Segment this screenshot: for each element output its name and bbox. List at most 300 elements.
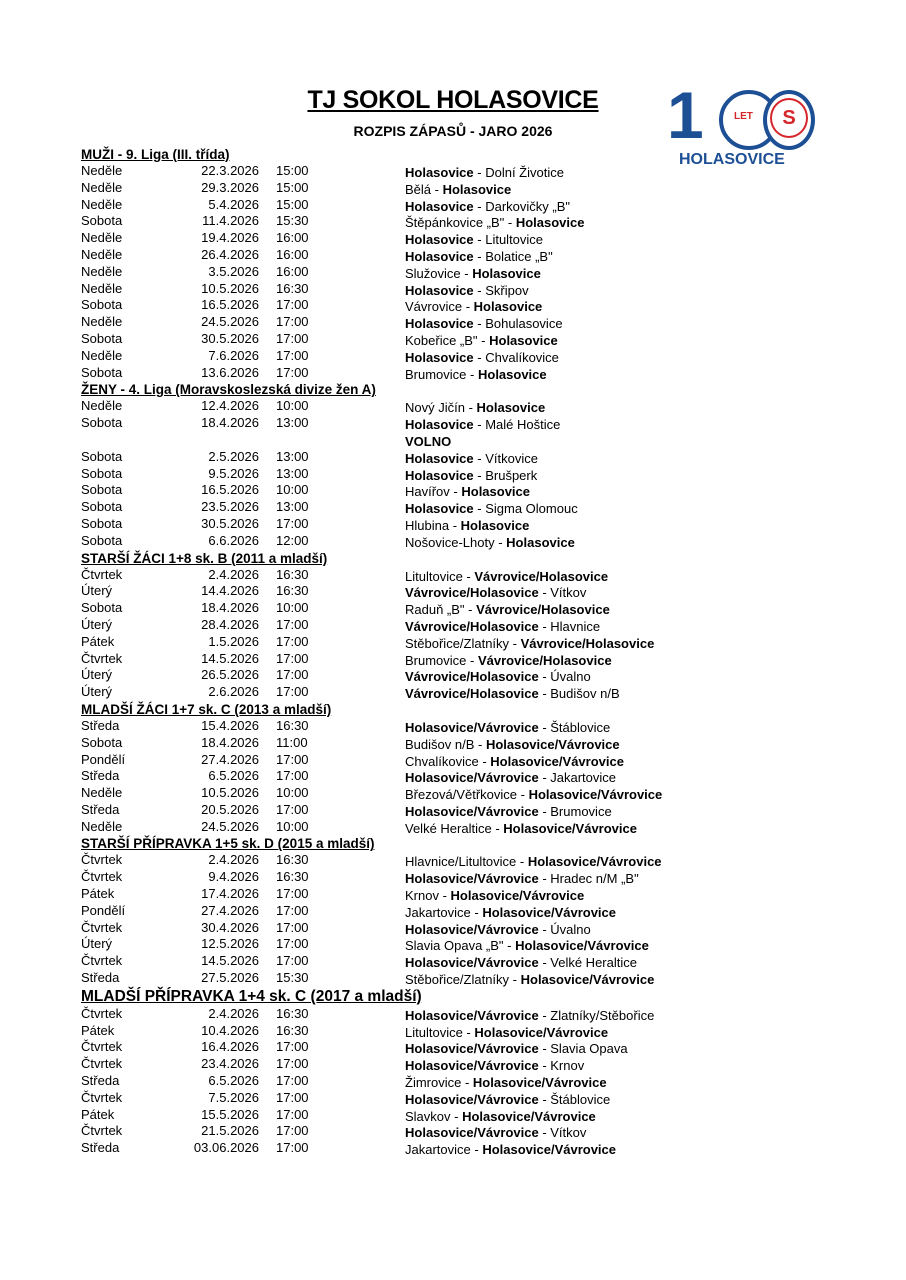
team-separator: - xyxy=(538,1041,551,1057)
match-row xyxy=(81,1039,701,1056)
team-separator: - xyxy=(509,972,521,988)
team-separator: - xyxy=(538,1091,551,1107)
match-row xyxy=(81,1023,701,1040)
match-row xyxy=(81,1056,701,1073)
match-time: 16:30 xyxy=(276,280,309,296)
match-date: 30.5.2026 xyxy=(201,515,259,531)
match-time: 17:00 xyxy=(276,936,309,952)
home-team: Vávrovice/Holasovice xyxy=(405,686,539,702)
home-team: Litultovice xyxy=(405,568,463,584)
match-time: 15:30 xyxy=(276,213,309,229)
match-date: 30.5.2026 xyxy=(201,330,259,346)
away-team: Holasovice/Vávrovice xyxy=(528,787,663,803)
match-date: 18.4.2026 xyxy=(201,415,259,431)
match-day: Neděle xyxy=(81,179,123,195)
match-day: Středa xyxy=(81,1140,120,1156)
team-separator: - xyxy=(460,265,473,281)
away-team: Holasovice/Vávrovice xyxy=(503,820,637,836)
match-time: 13:00 xyxy=(276,465,309,481)
match-date: 14.4.2026 xyxy=(201,583,259,599)
match-row xyxy=(81,331,701,348)
match-time: 17:00 xyxy=(276,1123,309,1139)
match-row xyxy=(81,886,701,903)
home-team: Kobeřice „B" xyxy=(405,332,478,348)
match-row xyxy=(81,1006,701,1023)
home-team: Holasovice xyxy=(405,467,474,483)
match-date: 17.4.2026 xyxy=(201,886,259,902)
match-row xyxy=(81,970,701,987)
team-separator: - xyxy=(450,1108,463,1124)
match-teams xyxy=(405,535,575,552)
team-separator: - xyxy=(509,635,521,651)
home-team: Vávrovice xyxy=(405,299,463,315)
match-day: Čtvrtek xyxy=(81,566,123,582)
away-team: Holasovice xyxy=(506,534,575,550)
away-team: Holasovice/Vávrovice xyxy=(482,904,617,920)
team-separator: - xyxy=(538,871,551,887)
match-time: 16:00 xyxy=(276,230,309,246)
match-date: 22.3.2026 xyxy=(201,163,259,178)
match-date: 24.5.2026 xyxy=(201,314,259,330)
match-row xyxy=(81,466,701,483)
match-date: 26.4.2026 xyxy=(201,246,259,262)
match-row xyxy=(81,903,701,920)
match-time: 11:00 xyxy=(276,734,308,750)
match-row xyxy=(81,567,701,584)
match-date: 18.4.2026 xyxy=(201,600,259,616)
logo-let-text: LET xyxy=(734,111,753,122)
team-separator: - xyxy=(464,602,477,618)
team-separator: - xyxy=(461,1075,473,1091)
home-team: Holasovice xyxy=(405,316,474,332)
team-separator: - xyxy=(473,198,486,214)
match-row xyxy=(81,1090,701,1107)
home-team: Holasovice/Vávrovice xyxy=(405,921,539,937)
team-separator: - xyxy=(538,803,551,819)
home-team: Havířov xyxy=(405,484,450,500)
team-separator: - xyxy=(473,349,486,365)
match-day: Sobota xyxy=(81,532,123,548)
match-day: Sobota xyxy=(81,297,123,313)
match-time: 17:00 xyxy=(276,314,309,330)
match-time: 17:00 xyxy=(276,801,309,817)
match-day: Neděle xyxy=(81,163,123,178)
match-row xyxy=(81,314,701,331)
match-teams xyxy=(405,686,620,703)
home-team: Bělá xyxy=(405,181,432,197)
match-day: Neděle xyxy=(81,398,123,414)
team-separator: - xyxy=(464,400,477,416)
match-time: 15:00 xyxy=(276,179,309,195)
home-team: Hlavnice/Litultovice xyxy=(405,854,517,870)
home-team: Žimrovice xyxy=(405,1075,462,1091)
match-date: 03.06.2026 xyxy=(193,1140,259,1156)
away-team: Bohulasovice xyxy=(485,316,563,332)
away-team: Sigma Olomouc xyxy=(485,501,578,517)
match-day: Čtvrtek xyxy=(81,1005,123,1021)
match-day: Úterý xyxy=(81,667,113,683)
match-day: Pondělí xyxy=(81,902,126,918)
match-day: Čtvrtek xyxy=(81,852,123,868)
section-heading: STARŠÍ ŽÁCI 1+8 sk. B (2011 a mladší) xyxy=(81,550,328,566)
match-row xyxy=(81,516,701,533)
home-team: Stěbořice/Zlatníky xyxy=(405,635,510,651)
match-day: Středa xyxy=(81,717,120,733)
home-team: Litultovice xyxy=(405,1024,463,1040)
match-teams xyxy=(405,821,637,838)
match-time: 13:00 xyxy=(276,415,309,431)
match-day: Sobota xyxy=(81,482,123,498)
team-separator: - xyxy=(538,669,551,685)
match-row xyxy=(81,651,701,668)
match-row xyxy=(81,197,701,214)
match-date: 26.5.2026 xyxy=(201,667,259,683)
match-row xyxy=(81,230,701,247)
match-date: 5.4.2026 xyxy=(208,196,259,212)
home-team: Holasovice xyxy=(405,450,474,466)
match-row xyxy=(81,533,701,550)
home-team: Služovice xyxy=(405,265,461,281)
match-time: 10:00 xyxy=(276,785,309,801)
away-team: Holasovice/Vávrovice xyxy=(515,938,649,954)
match-teams xyxy=(405,1142,616,1159)
home-team: Holasovice/Vávrovice xyxy=(405,719,539,735)
sokol-emblem-icon: S xyxy=(770,98,808,138)
team-separator: - xyxy=(462,299,474,315)
team-separator: - xyxy=(538,585,551,601)
home-team: Hlubina xyxy=(405,517,450,533)
away-team: Štáblovice xyxy=(550,719,611,735)
home-team: Velké Heraltice xyxy=(405,820,492,836)
away-team: Vítkov xyxy=(550,585,587,601)
team-separator: - xyxy=(517,787,529,803)
match-day: Sobota xyxy=(81,415,123,431)
team-separator: - xyxy=(494,534,507,550)
away-team: Vávrovice/Holasovice xyxy=(477,652,612,668)
team-separator: - xyxy=(449,484,462,500)
home-team: Holasovice/Vávrovice xyxy=(405,955,539,971)
match-row xyxy=(81,768,701,785)
match-date: 15.4.2026 xyxy=(201,717,259,733)
team-separator: - xyxy=(477,332,490,348)
away-team: Dolní Životice xyxy=(485,165,564,180)
match-time: 17:00 xyxy=(276,886,309,902)
match-time: 17:00 xyxy=(276,1089,309,1105)
away-team: Holasovice xyxy=(472,265,541,281)
match-time: 17:00 xyxy=(276,650,309,666)
match-time: 17:00 xyxy=(276,667,309,683)
away-team: Holasovice/Vávrovice xyxy=(490,753,624,769)
match-day: Úterý xyxy=(81,684,113,700)
match-row xyxy=(81,617,701,634)
match-time: 17:00 xyxy=(276,684,309,700)
match-time: 17:00 xyxy=(276,1056,309,1072)
home-team: Budišov n/B xyxy=(405,736,475,752)
match-day: Čtvrtek xyxy=(81,1089,123,1105)
away-team: Holasovice/Vávrovice xyxy=(474,1024,609,1040)
match-day: Neděle xyxy=(81,196,123,212)
match-row xyxy=(81,247,701,264)
match-date: 7.6.2026 xyxy=(208,347,259,363)
match-date: 9.5.2026 xyxy=(208,465,259,481)
match-date: 12.5.2026 xyxy=(201,936,259,952)
home-team: Vávrovice/Holasovice xyxy=(405,585,539,601)
match-row xyxy=(81,281,701,298)
match-time: 16:30 xyxy=(276,869,309,885)
match-day: Neděle xyxy=(81,230,123,246)
match-time: 16:30 xyxy=(276,1022,309,1038)
team-separator: - xyxy=(462,568,475,584)
match-row xyxy=(81,1140,701,1157)
match-date: 15.5.2026 xyxy=(201,1106,259,1122)
away-team: Holasovice xyxy=(460,517,530,533)
match-time: 17:00 xyxy=(276,1140,309,1156)
match-date: 24.5.2026 xyxy=(201,818,259,834)
away-team: Holasovice/Vávrovice xyxy=(520,972,655,988)
match-row xyxy=(81,718,701,735)
match-date: 2.4.2026 xyxy=(208,1005,259,1021)
match-time: 17:00 xyxy=(276,1106,309,1122)
home-team: Holasovice/Vávrovice xyxy=(405,803,539,819)
match-date: 2.6.2026 xyxy=(208,684,259,700)
match-date: 16.5.2026 xyxy=(201,482,259,498)
match-date: 6.5.2026 xyxy=(208,768,259,784)
match-day: Středa xyxy=(81,970,120,986)
match-time: 12:00 xyxy=(276,532,309,548)
match-day: Středa xyxy=(81,801,120,817)
home-team: Holasovice/Vávrovice xyxy=(405,1041,539,1057)
match-day: Čtvrtek xyxy=(81,919,123,935)
home-team: Nový Jičín xyxy=(405,400,465,416)
away-team: Holasovice xyxy=(442,181,512,197)
home-team: Holasovice xyxy=(405,501,474,517)
team-separator: - xyxy=(466,652,478,668)
home-team: Holasovice xyxy=(405,232,474,248)
team-separator: - xyxy=(538,955,551,971)
section-heading: ŽENY - 4. Liga (Moravskoslezská divize žen A) xyxy=(81,382,376,398)
match-day: Pátek xyxy=(81,633,115,649)
match-day: Sobota xyxy=(81,734,123,750)
team-separator: - xyxy=(538,770,551,786)
match-day: Čtvrtek xyxy=(81,1123,123,1139)
match-date: 27.4.2026 xyxy=(201,751,259,767)
match-date: 12.4.2026 xyxy=(201,398,259,414)
away-team: Vítkovice xyxy=(485,450,538,466)
page-subtitle: ROZPIS ZÁPASŮ - JARO 2026 xyxy=(353,123,553,139)
match-time: 17:00 xyxy=(276,330,309,346)
match-row xyxy=(81,1073,701,1090)
match-date: 1.5.2026 xyxy=(208,633,259,649)
home-team: Holasovice xyxy=(405,282,474,298)
team-separator: - xyxy=(538,921,551,937)
match-time: 17:00 xyxy=(276,919,309,935)
match-day: Neděle xyxy=(81,246,123,262)
team-separator: - xyxy=(516,854,528,870)
match-time: 13:00 xyxy=(276,499,309,515)
match-day: Středa xyxy=(81,1073,120,1089)
match-date: 23.4.2026 xyxy=(201,1056,259,1072)
away-team: Bolatice „B" xyxy=(485,248,553,264)
team-separator: - xyxy=(538,618,551,634)
match-row xyxy=(81,432,701,449)
match-row xyxy=(81,264,701,281)
match-date: 30.4.2026 xyxy=(201,919,259,935)
match-time: 17:00 xyxy=(276,616,309,632)
team-separator: - xyxy=(473,450,486,466)
logo-number: 1 xyxy=(667,78,698,152)
home-team: Brumovice xyxy=(405,366,467,382)
match-row xyxy=(81,735,701,752)
match-day: Neděle xyxy=(81,280,123,296)
match-time: 17:00 xyxy=(276,751,309,767)
match-day: Pátek xyxy=(81,886,115,902)
home-team: Holasovice xyxy=(405,198,474,214)
home-team: Vávrovice/Holasovice xyxy=(405,669,539,685)
match-day: Neděle xyxy=(81,263,123,279)
away-team: Jakartovice xyxy=(550,770,617,786)
match-row xyxy=(81,163,701,180)
team-separator: - xyxy=(449,517,461,533)
away-team: Vávrovice/Holasovice xyxy=(520,635,655,651)
away-team: Slavia Opava xyxy=(550,1041,628,1057)
home-team: Holasovice/Vávrovice xyxy=(405,871,539,887)
home-team: Jakartovice xyxy=(405,904,471,920)
section-heading: MLADŠÍ ŽÁCI 1+7 sk. C (2013 a mladší) xyxy=(81,701,332,717)
match-row xyxy=(81,482,701,499)
match-date: 10.4.2026 xyxy=(201,1022,259,1038)
match-date: 2.4.2026 xyxy=(208,852,259,868)
section-heading: MLADŠÍ PŘÍPRAVKA 1+4 sk. C (2017 a mladší) xyxy=(81,987,422,1005)
match-time: 16:30 xyxy=(276,1005,309,1021)
home-team: Holasovice xyxy=(405,248,474,264)
match-day: Sobota xyxy=(81,515,123,531)
match-time: 13:00 xyxy=(276,448,309,464)
away-team: Štáblovice xyxy=(550,1091,611,1107)
match-day: Pondělí xyxy=(81,751,126,767)
away-team: Budišov n/B xyxy=(550,686,620,702)
home-team: Holasovice/Vávrovice xyxy=(405,1007,539,1023)
match-row xyxy=(81,752,701,769)
away-team: Holasovice xyxy=(473,299,543,315)
match-day: Sobota xyxy=(81,330,123,346)
match-time: 17:00 xyxy=(276,515,309,531)
home-team: Jakartovice xyxy=(405,1142,471,1158)
match-time: 17:00 xyxy=(276,1039,309,1055)
away-team: Holasovice/Vávrovice xyxy=(462,1108,596,1124)
match-time: 17:00 xyxy=(276,953,309,969)
match-time: 16:30 xyxy=(276,583,309,599)
match-row xyxy=(81,802,701,819)
match-row xyxy=(81,684,701,701)
match-time: 17:00 xyxy=(276,633,309,649)
away-team: Vávrovice/Holasovice xyxy=(474,568,609,584)
match-day: Čtvrtek xyxy=(81,650,123,666)
match-time: 16:00 xyxy=(276,263,309,279)
home-team: Holasovice/Vávrovice xyxy=(405,1058,539,1074)
match-day: Sobota xyxy=(81,465,123,481)
match-day: Sobota xyxy=(81,600,123,616)
team-separator: - xyxy=(470,904,483,920)
away-team: Vávrovice/Holasovice xyxy=(476,602,610,618)
match-date: 18.4.2026 xyxy=(201,734,259,750)
team-separator: - xyxy=(491,820,504,836)
home-team: Holasovice/Vávrovice xyxy=(405,1125,539,1141)
team-separator: - xyxy=(503,938,516,954)
match-day: Pátek xyxy=(81,1022,115,1038)
match-date: 7.5.2026 xyxy=(208,1089,259,1105)
team-separator: - xyxy=(431,181,443,197)
home-team: Raduň „B" xyxy=(405,602,465,618)
match-teams xyxy=(405,972,654,989)
match-date: 6.6.2026 xyxy=(208,532,259,548)
match-time: 10:00 xyxy=(276,600,309,616)
away-team: Litultovice xyxy=(485,232,544,248)
match-day: Neděle xyxy=(81,785,123,801)
team-separator: - xyxy=(462,1024,475,1040)
match-date: 16.5.2026 xyxy=(201,297,259,313)
team-separator: - xyxy=(478,753,491,769)
home-team: Holasovice/Vávrovice xyxy=(405,770,539,786)
match-day: Neděle xyxy=(81,347,123,363)
match-row xyxy=(81,449,701,466)
match-time: 10:00 xyxy=(276,818,309,834)
team-separator: - xyxy=(504,215,516,231)
team-separator: - xyxy=(538,686,551,702)
away-team: Hradec n/M „B" xyxy=(550,871,639,887)
match-row xyxy=(81,348,701,365)
match-row xyxy=(81,667,701,684)
match-row xyxy=(81,1107,701,1124)
match-row xyxy=(81,953,701,970)
home-team: Chvalíkovice xyxy=(405,753,479,769)
match-date: 11.4.2026 xyxy=(202,213,259,229)
team-separator: - xyxy=(473,232,486,248)
match-time: 10:00 xyxy=(276,398,309,414)
home-team: Stěbořice/Zlatníky xyxy=(405,972,510,988)
team-separator: - xyxy=(438,888,451,904)
match-time: 16:00 xyxy=(276,246,309,262)
match-teams xyxy=(405,367,547,384)
away-team: Skřipov xyxy=(485,282,529,298)
match-day: Úterý xyxy=(81,936,113,952)
match-date: 13.6.2026 xyxy=(201,364,259,380)
home-team: Brumovice xyxy=(405,652,467,668)
away-team: Darkovičky „B" xyxy=(485,198,571,214)
away-team: Holasovice xyxy=(477,366,547,382)
match-row xyxy=(81,415,701,432)
team-separator: - xyxy=(538,719,551,735)
away-team: Holasovice/Vávrovice xyxy=(485,736,620,752)
match-date: 28.4.2026 xyxy=(201,616,259,632)
match-date: 16.4.2026 xyxy=(201,1039,259,1055)
home-team: Štěpánkovice „B" xyxy=(405,215,505,231)
match-row xyxy=(81,1123,701,1140)
page-title: TJ SOKOL HOLASOVICE xyxy=(307,86,599,114)
team-separator: - xyxy=(474,736,486,752)
home-team: Holasovice/Vávrovice xyxy=(405,1091,539,1107)
match-day: Čtvrtek xyxy=(81,1039,123,1055)
match-day: Neděle xyxy=(81,314,123,330)
home-team: Slavia Opava „B" xyxy=(405,938,504,954)
team-separator: - xyxy=(538,1007,551,1023)
away-team: Holasovice/Vávrovice xyxy=(472,1075,607,1091)
match-date: 9.4.2026 xyxy=(208,869,259,885)
away-team: Hlavnice xyxy=(550,618,601,634)
away-team: Brušperk xyxy=(485,467,538,483)
match-row xyxy=(81,600,701,617)
match-row xyxy=(81,365,701,382)
team-separator: - xyxy=(473,417,486,433)
